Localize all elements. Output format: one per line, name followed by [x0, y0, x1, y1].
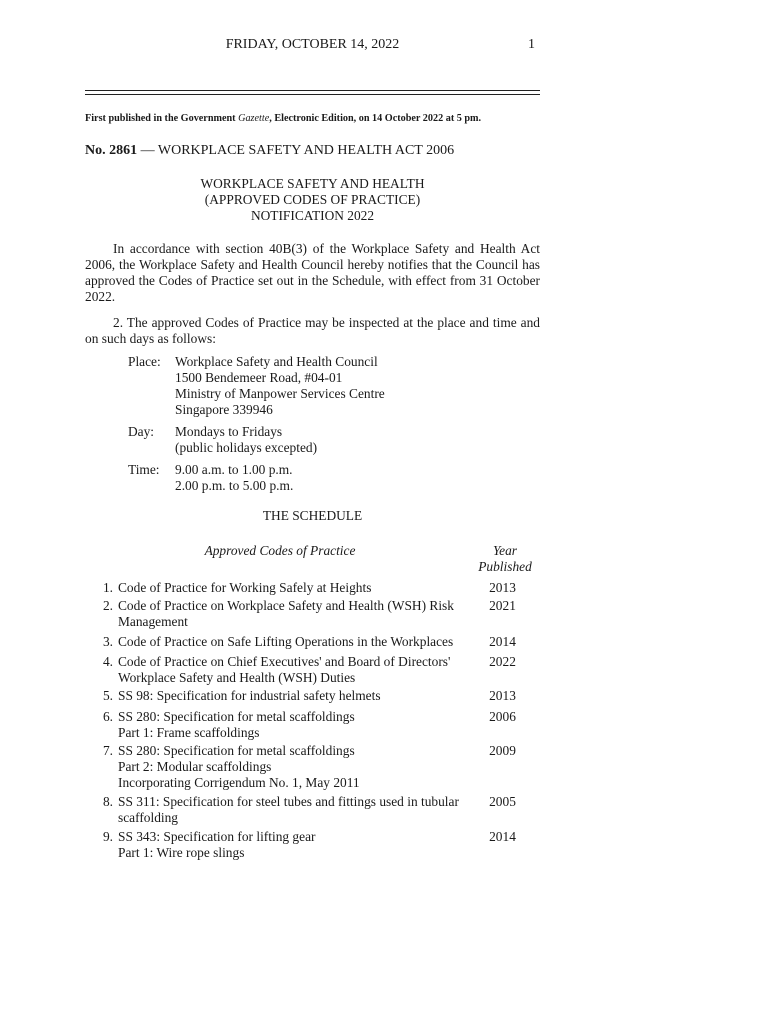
- time-label: Time:: [128, 462, 160, 477]
- item-number: 5.: [102, 688, 113, 703]
- title-line: (APPROVED CODES OF PRACTICE): [204, 192, 421, 207]
- column-header-year: [465, 543, 545, 575]
- item-number: 9.: [102, 829, 113, 844]
- title-line: WORKPLACE SAFETY AND HEALTH: [200, 176, 425, 191]
- time-line: 2.00 p.m. to 5.00 p.m.: [175, 478, 294, 493]
- item-number: 4.: [102, 654, 113, 669]
- item-title-line: SS 311: Specification for steel tubes and fittings used in tubular: [118, 794, 459, 809]
- item-number: 3.: [102, 634, 113, 649]
- item-title-line: Code of Practice on Chief Executives' and Board of Directors': [118, 654, 451, 669]
- item-title-line: Code of Practice on Workplace Safety and Health (WSH) Risk: [118, 598, 454, 613]
- item-year: 2021: [489, 598, 516, 613]
- item-title-line: Part 1: Frame scaffoldings: [118, 725, 260, 740]
- place-line: Workplace Safety and Health Council: [175, 354, 378, 369]
- day-line: (public holidays excepted): [175, 440, 318, 455]
- paragraph-1-text: In accordance with section 40B(3) of the Workplace Safety and Health Act 2006, the Workplace Safety and Health Council hereby notifies that the Council has approved the Codes of Practice set out in the Schedule, with effect from 31 October 2022.: [85, 241, 540, 304]
- running-header-date: FRIDAY, OCTOBER 14, 2022: [225, 37, 400, 52]
- publication-note: [85, 111, 481, 127]
- item-title: [118, 580, 463, 596]
- item-title-line: SS 280: Specification for metal scaffoldings: [118, 743, 355, 758]
- item-title: [118, 794, 463, 826]
- column-header-year-line: Published: [478, 559, 532, 574]
- item-number: 6.: [102, 709, 113, 724]
- item-title: [118, 654, 463, 686]
- paragraph-1: [85, 241, 540, 305]
- item-year: 2014: [489, 634, 516, 649]
- title-line: NOTIFICATION 2022: [250, 208, 375, 223]
- item-year: 2009: [489, 743, 516, 758]
- item-year: 2013: [489, 580, 516, 595]
- header-rule: [85, 94, 540, 95]
- page-number: 1: [528, 37, 535, 52]
- day-value: [175, 424, 317, 456]
- item-year: 2006: [489, 709, 516, 724]
- publication-prefix: First published in the Government: [85, 113, 239, 124]
- paragraph-2: [85, 315, 540, 347]
- notification-title: [85, 176, 540, 224]
- gazette-word: Gazette: [238, 113, 270, 124]
- place-line: Singapore 339946: [175, 402, 273, 417]
- item-title: [118, 688, 463, 704]
- item-number: 8.: [102, 794, 113, 809]
- item-year: 2005: [489, 794, 516, 809]
- act-name: — WORKPLACE SAFETY AND HEALTH ACT 2006: [137, 143, 455, 158]
- publication-suffix: , Electronic Edition, on 14 October 2022 at 5 pm.: [269, 113, 482, 124]
- column-header-codes: Approved Codes of Practice: [204, 543, 356, 558]
- place-line: 1500 Bendemeer Road, #04-01: [175, 370, 343, 385]
- item-year: 2014: [489, 829, 516, 844]
- item-title: [118, 709, 463, 741]
- item-title-line: scaffolding: [118, 810, 178, 825]
- item-title-line: SS 343: Specification for lifting gear: [118, 829, 316, 844]
- place-value: [175, 354, 385, 418]
- item-title-line: Code of Practice on Safe Lifting Operations in the Workplaces: [118, 634, 454, 649]
- item-year: 2013: [489, 688, 516, 703]
- item-year: 2022: [489, 654, 516, 669]
- column-header-year-line: Year: [492, 543, 518, 558]
- item-title: [118, 829, 463, 861]
- item-title-line: Part 1: Wire rope slings: [118, 845, 245, 860]
- item-title-line: Part 2: Modular scaffoldings: [118, 759, 272, 774]
- place-line: Ministry of Manpower Services Centre: [175, 386, 385, 401]
- item-number: 1.: [102, 580, 113, 595]
- item-title-line: Workplace Safety and Health (WSH) Duties: [118, 670, 356, 685]
- notice-heading: [85, 143, 454, 159]
- schedule-heading: THE SCHEDULE: [262, 508, 363, 523]
- day-label: Day:: [128, 424, 155, 439]
- notice-number: No. 2861: [85, 143, 138, 158]
- item-number: 2.: [102, 598, 113, 613]
- item-title-line: Incorporating Corrigendum No. 1, May 2011: [118, 775, 360, 790]
- item-title: [118, 598, 463, 630]
- paragraph-2-text: 2. The approved Codes of Practice may be inspected at the place and time and on such days as follows:: [85, 315, 540, 346]
- item-title-line: SS 280: Specification for metal scaffoldings: [118, 709, 355, 724]
- item-title-line: Code of Practice for Working Safely at Heights: [118, 580, 372, 595]
- item-title: [118, 743, 463, 791]
- item-title-line: SS 98: Specification for industrial safety helmets: [118, 688, 381, 703]
- item-title-line: Management: [118, 614, 188, 629]
- time-line: 9.00 a.m. to 1.00 p.m.: [175, 462, 293, 477]
- item-title: [118, 634, 463, 650]
- header-rule: [85, 90, 540, 91]
- day-line: Mondays to Fridays: [175, 424, 283, 439]
- time-value: [175, 462, 293, 494]
- item-number: 7.: [102, 743, 113, 758]
- place-label: Place:: [128, 354, 161, 369]
